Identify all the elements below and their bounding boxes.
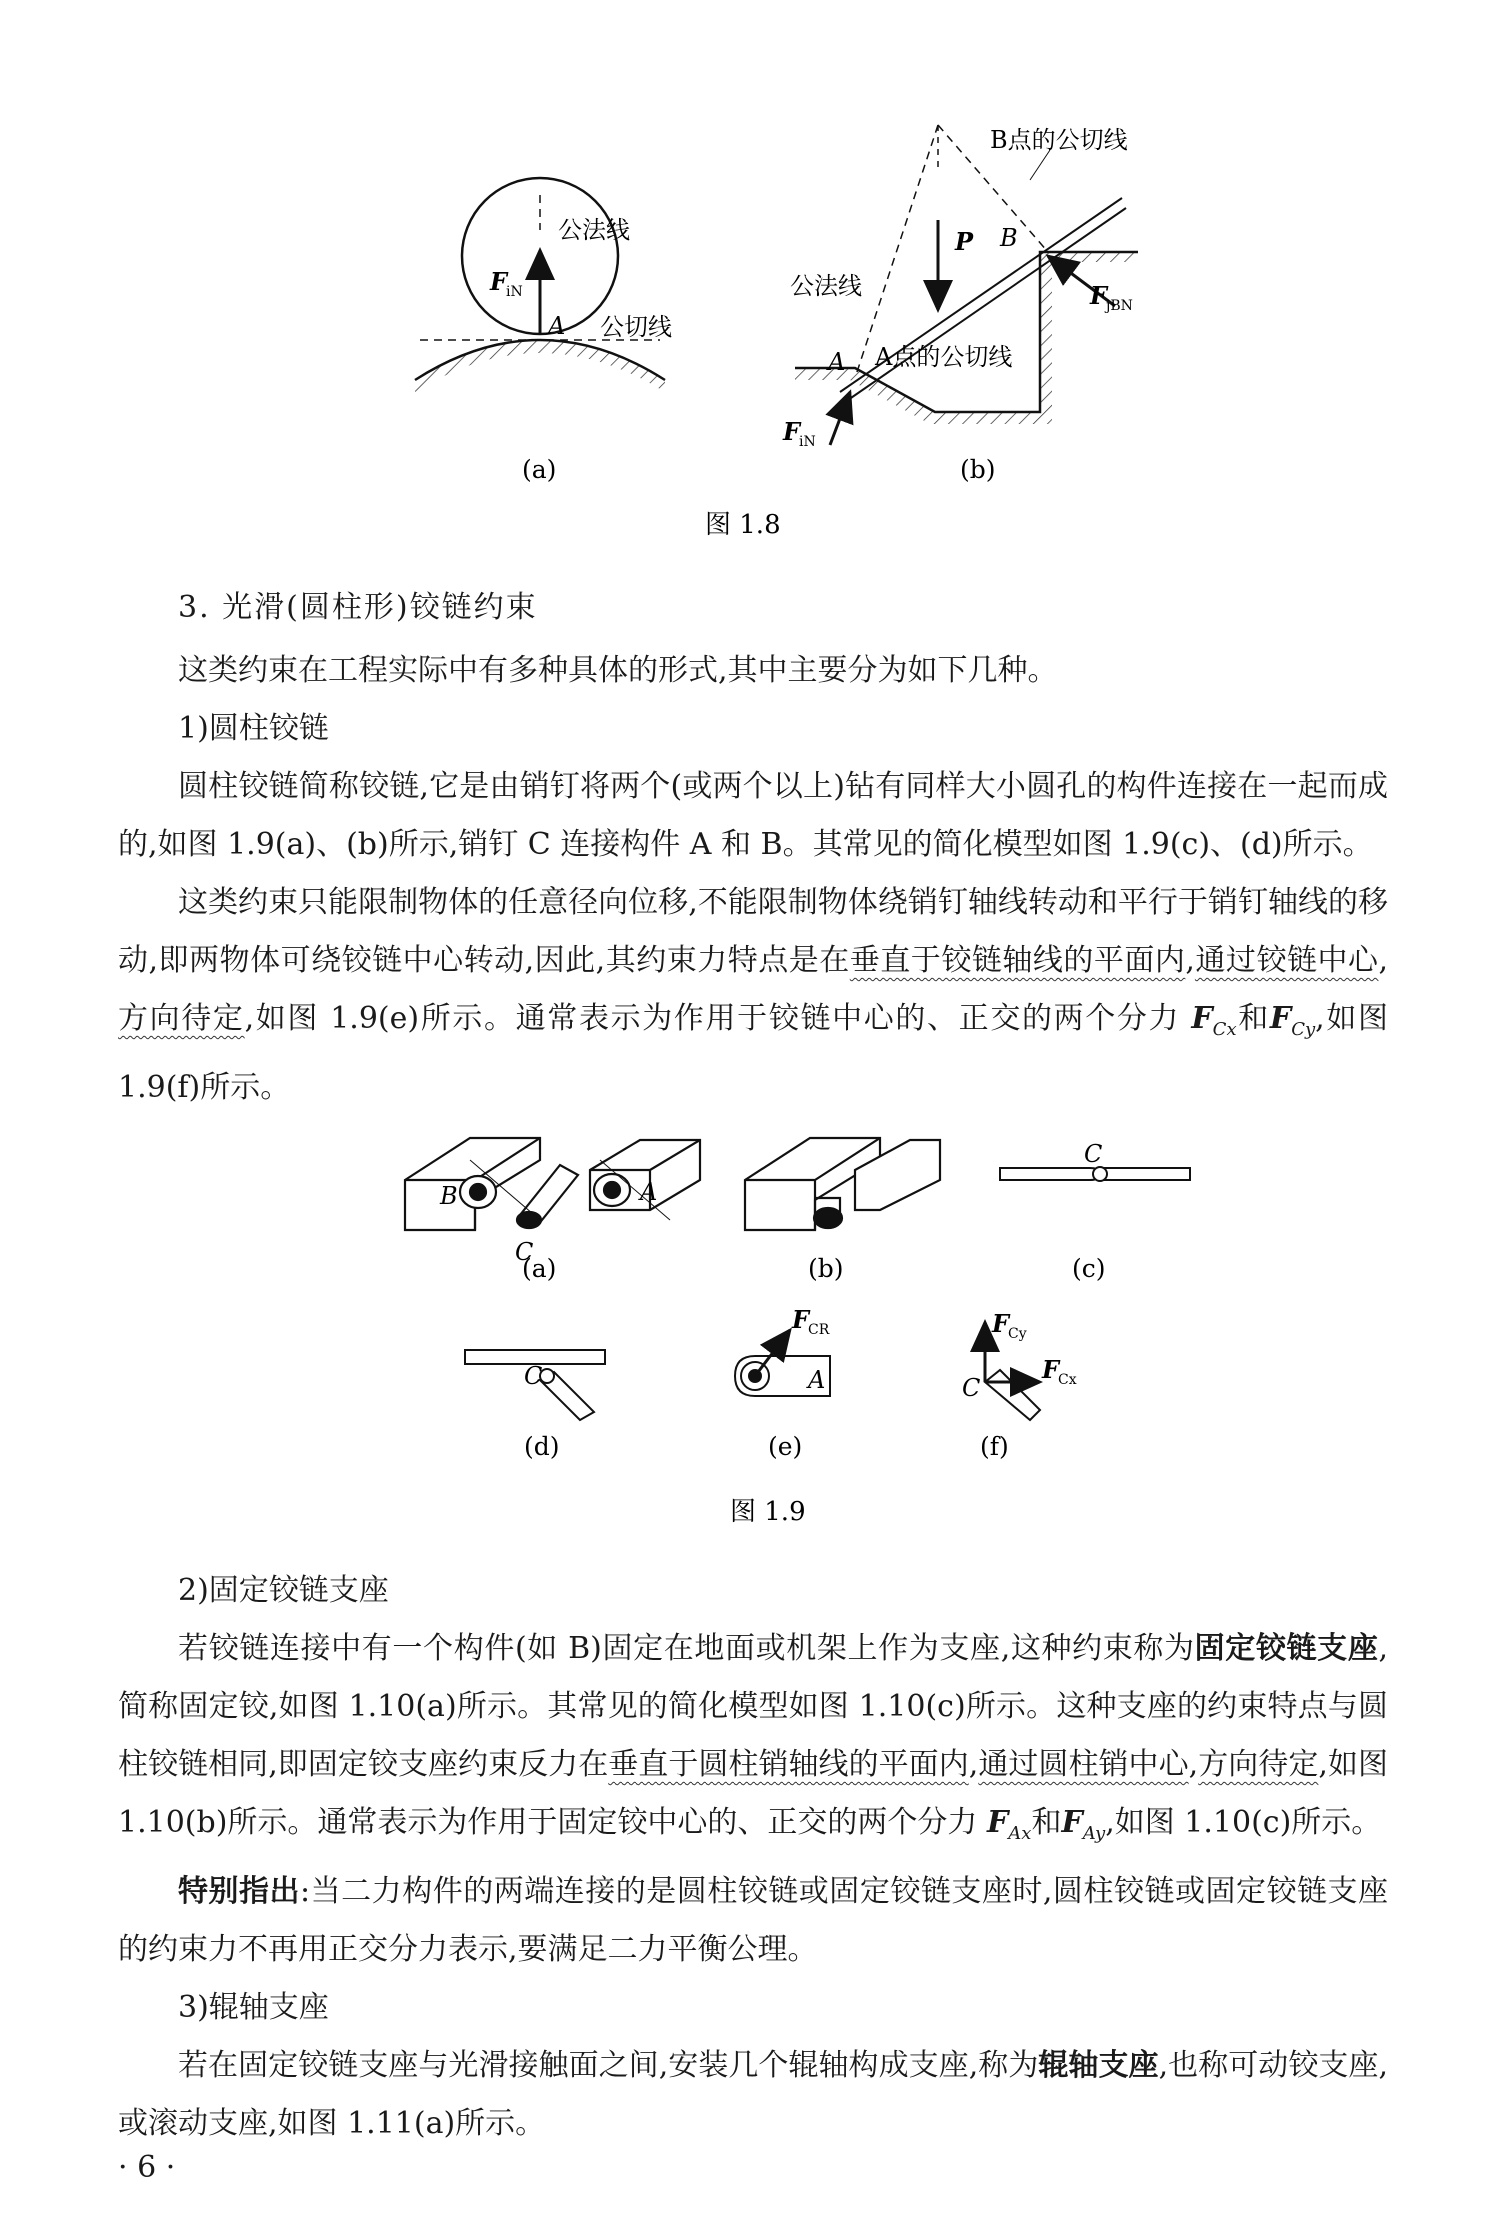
symbol-sub: Cy [1291,1019,1316,1040]
tangent-line-label: 公切线 [600,313,672,341]
force-label-F: F [490,267,508,296]
force-arrow-FiN [830,392,850,445]
e-label-F: F [792,1305,810,1334]
symbol-F: F [1061,1805,1083,1840]
a-label-B: B [440,1182,458,1210]
f-label-Fy-sub: Cy [1008,1326,1027,1342]
sublabel-b: (b) [808,1254,844,1283]
item1-paragraph-1: 圆柱铰链简称铰链,它是由销钉将两个(或两个以上)钻有同样大小圆孔的构件连接在一起而成的,如图 1.9(a)、(b)所示,销钉 C 连接构件 A 和 B。其常见的简化模型如图 1.9(c)、(d)所示。 [118,769,1388,862]
emphasis-wavy: 通过圆柱销中心 [978,1747,1189,1782]
figure-1-9f [985,1370,1040,1420]
force-sub: iN [506,284,523,300]
sublabel-a: (a) [522,1254,557,1283]
e-label-A: A [808,1366,826,1394]
point-A-b: A [828,348,846,376]
text-run: , [968,1747,979,1782]
figure-1-8b [782,125,1138,484]
bar-2 [848,208,1126,400]
bold-term: 固定铰链支座 [1194,1631,1379,1666]
symbol-sub: Cx [1212,1019,1237,1040]
text-run: , [1188,1747,1199,1782]
text-run: 若铰链连接中有一个构件(如 B)固定在地面或机架上作为支座,这种约束称为 [178,1631,1195,1666]
emphasis-wavy: 垂直于铰链轴线的平面内 [849,943,1186,978]
curved-surface [415,340,665,392]
item1-title: 1)圆柱铰链 [178,711,329,746]
intro-paragraph: 这类约束在工程实际中有多种具体的形式,其中主要分为如下几种。 [178,653,1058,688]
f-label-Fy: F [992,1309,1010,1338]
symbol-F: F [986,1805,1009,1840]
d-label-C: C [524,1362,543,1390]
text-run: 和 [1236,1001,1270,1036]
bold-term: 辊轴支座 [1038,2048,1159,2083]
c-label-C: C [1084,1140,1103,1168]
force-FA-sub: iN [799,434,816,450]
text-run: ,也称可动铰支座,或滚动支座,如图 1.11(a)所示。 [118,2048,1389,2141]
force-label-FB: F [1090,281,1108,310]
text-run: 若在固定铰链支座与光滑接触面之间,安装几个辊轴构成支座,称为 [178,2048,1039,2083]
sublabel-a: (a) [522,455,557,484]
sublabel-d: (d) [524,1432,560,1461]
note-label: 特别指出 [178,1874,301,1909]
symbol-sub: Ax [1008,1823,1032,1844]
figure-1-8 [0,0,1500,560]
emphasis-wavy: 方向待定 [1198,1747,1319,1782]
page-number: · 6 · [118,2150,176,2185]
normal-line-label-b: 公法线 [790,272,862,300]
text-run: ,如图 1.9(f)所示。 [118,1001,1388,1105]
symbol-sub: Ay [1082,1823,1106,1844]
emphasis-wavy: 通过铰链中心 [1194,943,1379,978]
item2-paragraph [118,1620,1388,1863]
sublabel-b: (b) [960,455,996,484]
force-label-P: P [955,227,974,256]
section3-body [118,642,1388,1117]
text-run: ,如图 1.10(b)所示。通常表示为作用于固定铰中心的、正交的两个分力 [118,1747,1389,1840]
figure-1-9b [745,1138,940,1230]
figure-1-8-caption: 图 1.8 [705,510,781,540]
figure-1-8a [415,178,672,484]
text-run: ,如图 1.9(e)所示。通常表示为作用于铰链中心的、正交的两个分力 [244,1001,1181,1036]
normal-line-A [856,125,938,375]
item2-body [118,1562,1388,2153]
a-label-C: C [515,1238,534,1266]
force-FB-sub: jBN [1106,298,1133,314]
a-label-A: A [640,1178,658,1206]
section-heading: 3. 光滑(圆柱形)铰链约束 [178,590,538,625]
point-B: B [1000,224,1018,252]
text-run: ,简称固定铰,如图 1.10(a)所示。其常见的简化模型如图 1.10(c)所示。这种支座的约束特点与圆柱铰链相同,即固定铰支座约束反力在 [118,1631,1388,1782]
a-tangent-label: A点的公切线 [875,343,1013,371]
note-paragraph [118,1863,1388,1979]
item1-paragraph-2 [118,874,1388,1117]
figure-1-9c [1000,1167,1190,1181]
item3-paragraph [118,2037,1388,2153]
text-run: ,如图 1.10(c)所示。 [1105,1805,1382,1840]
text-run: 和 [1031,1805,1062,1840]
f-label-Fx: F [1042,1355,1060,1384]
sublabel-f: (f) [980,1432,1009,1461]
symbol-F: F [1191,1001,1213,1036]
figure-1-9-caption: 图 1.9 [730,1497,806,1527]
text-run: , [1185,943,1195,978]
text-run: :当二力构件的两端连接的是圆柱铰链或固定铰链支座时,圆柱铰链或固定铰链支座的约束力不再用正交分力表示,要满足二力平衡公理。 [118,1874,1388,1967]
item3-title: 3)辊轴支座 [178,1990,329,2025]
b-tangent-label: B点的公切线 [990,126,1128,154]
text-run: 这类约束只能限制物体的任意径向位移,不能限制物体绕销钉轴线转动和平行于销钉轴线的移动,即两物体可绕铰链中心转动,因此,其约束力特点是在 [118,885,1388,978]
text-run: , [1378,943,1389,978]
force-label-FA: F [783,417,801,446]
sublabel-e: (e) [768,1432,803,1461]
symbol-F: F [1269,1001,1292,1036]
emphasis-wavy: 方向待定 [118,1001,245,1036]
leader-B-tangent [1030,150,1050,180]
point-A: A [548,312,566,340]
sublabel-c: (c) [1072,1254,1106,1283]
item2-title: 2)固定铰链支座 [178,1573,389,1608]
figure-1-9 [0,1120,1500,1540]
f-label-C: C [962,1374,981,1402]
e-label-sub: CR [808,1322,830,1338]
f-label-Fx-sub: Cx [1058,1372,1077,1388]
normal-line-label: 公法线 [558,216,630,244]
emphasis-wavy: 垂直于圆柱销轴线的平面内 [608,1747,969,1782]
